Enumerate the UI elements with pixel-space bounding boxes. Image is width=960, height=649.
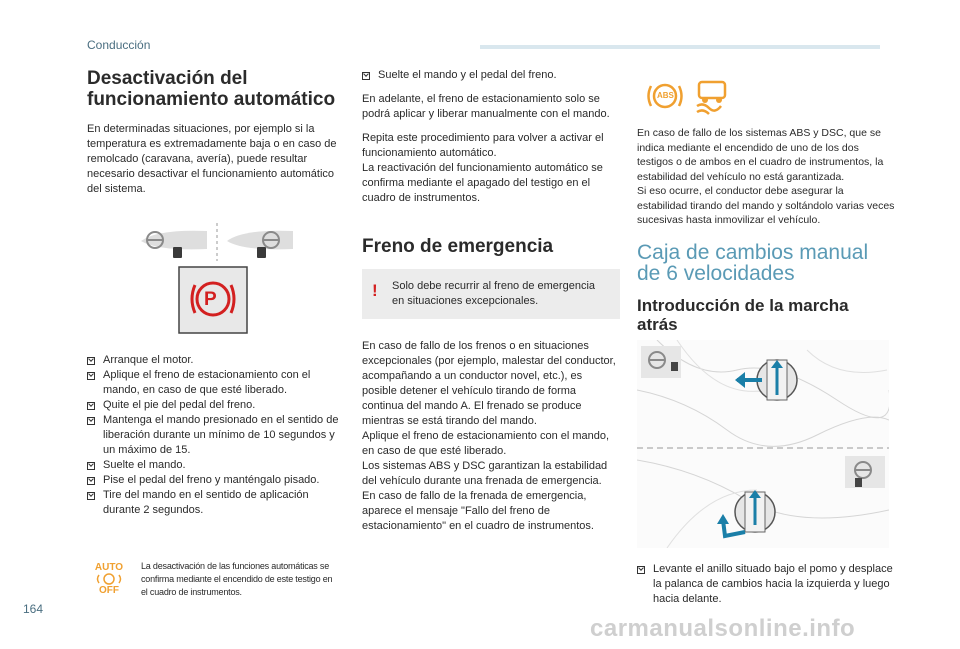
list-item: Mantenga el mando presionado en el sentido de liberación durante un mínimo de 10 segundos y un máximo de 15. [87,413,345,458]
page-number: 164 [23,602,44,616]
abs-failure-text-2: Si eso ocurre, el conductor debe asegurar la estabilidad tirando del mando y soltándolo varias veces sucesivas hasta inmovilizar el vehículo. [637,185,895,226]
emergency-description [362,339,620,534]
column-3 [637,68,895,607]
header-bar [480,45,880,49]
emergency-warning [362,269,620,319]
manual-only-text: En adelante, el freno de estacionamiento solo se podrá aplicar y liberar manualmente con el mando. [362,93,610,120]
list-item: Arranque el motor. [87,353,345,368]
gear-lever-illustration [637,340,889,548]
warning-text: Solo debe recurrir al freno de emergencia en situaciones excepcionales. [392,280,596,307]
warning-icon: ! [372,281,378,300]
gear-lever-diagram [637,340,889,548]
reactivation-confirm-text: La reactivación del funcionamiento automático se confirma mediante el apagado del testigo en el cuadro de instrumentos. [362,162,603,204]
abs-dsc-icons [637,76,895,118]
p-symbol: P [204,289,217,310]
emergency-text: En caso de fallo de los frenos o en situaciones excepcionales (por ejemplo, malestar del conductor, acompañando a un conductor novel, etc.), es posible detener el vehículo tirando de forma continua del mando A. El frenado se produce mientras se está tirando del mando. [362,340,616,427]
emergency-text-3: Los sistemas ABS y DSC garantizan la estabilidad del vehículo durante una frenada de emergencia. [362,460,608,487]
emergency-text-2: Aplique el freno de estacionamiento con el mando, en caso de que esté liberado. [362,430,610,457]
gearbox-title: Caja de cambios manual de 6 velocidades [637,240,869,285]
auto-off-icon: AUTO OFF [94,562,124,596]
reverse-steps [637,562,895,607]
column-1 [87,68,345,606]
release-step [362,68,620,83]
reactivate-text: Repita este procedimiento para volver a activar el funcionamiento automático. [362,132,604,159]
auto-off-note [87,558,345,606]
auto-off-note-text: La desactivación de las funciones automáticas se confirma mediante el encendido de este testigo en el cuadro de instrumentos. [141,561,333,597]
list-item: Pise el pedal del freno y manténgalo pisado. [87,473,345,488]
column-2 [362,68,620,534]
deactivation-title: Desactivación del funcionamiento automático [87,68,336,110]
list-item: Suelte el mando y el pedal del freno. [362,68,620,83]
deactivation-intro: En determinadas situaciones, por ejemplo si la temperatura es extremadamente baja o en caso de remolcado (caravana, avería), puede resultar necesario desactivar el funcionamiento automático del sistema. [87,123,337,195]
deactivation-steps [87,353,345,518]
list-item: Aplique el freno de estacionamiento con el mando, en caso de que esté liberado. [87,368,345,398]
list-item: Quite el pie del pedal del freno. [87,398,345,413]
parking-brake-illustration [137,215,297,335]
list-item: Levante el anillo situado bajo el pomo y desplace la palanca de cambios hacia la izquierda y luego hacia delante. [637,562,895,607]
list-item: Tire del mando en el sentido de aplicación durante 2 segundos. [87,488,345,518]
emergency-text-4: En caso de fallo de la frenada de emergencia, aparece el mensaje "Fallo del freno de estacionamiento" en el cuadro de instrumentos. [362,490,594,532]
abs-failure-text: En caso de fallo de los sistemas ABS y DSC, que se indica mediante el encendido de uno de los dos testigos o de ambos en el cuadro de instrumentos, la estabilidad del vehículo no está garantizada. [637,127,884,183]
steering-wheel-icons [137,215,297,335]
watermark: carmanualsonline.info [590,615,856,642]
abs-label: ABS [657,91,674,100]
list-item: Suelte el mando. [87,458,345,473]
emergency-title: Freno de emergencia [362,236,554,257]
section-header: Conducción [87,38,151,52]
reverse-title: Introducción de la marcha atrás [637,295,849,334]
